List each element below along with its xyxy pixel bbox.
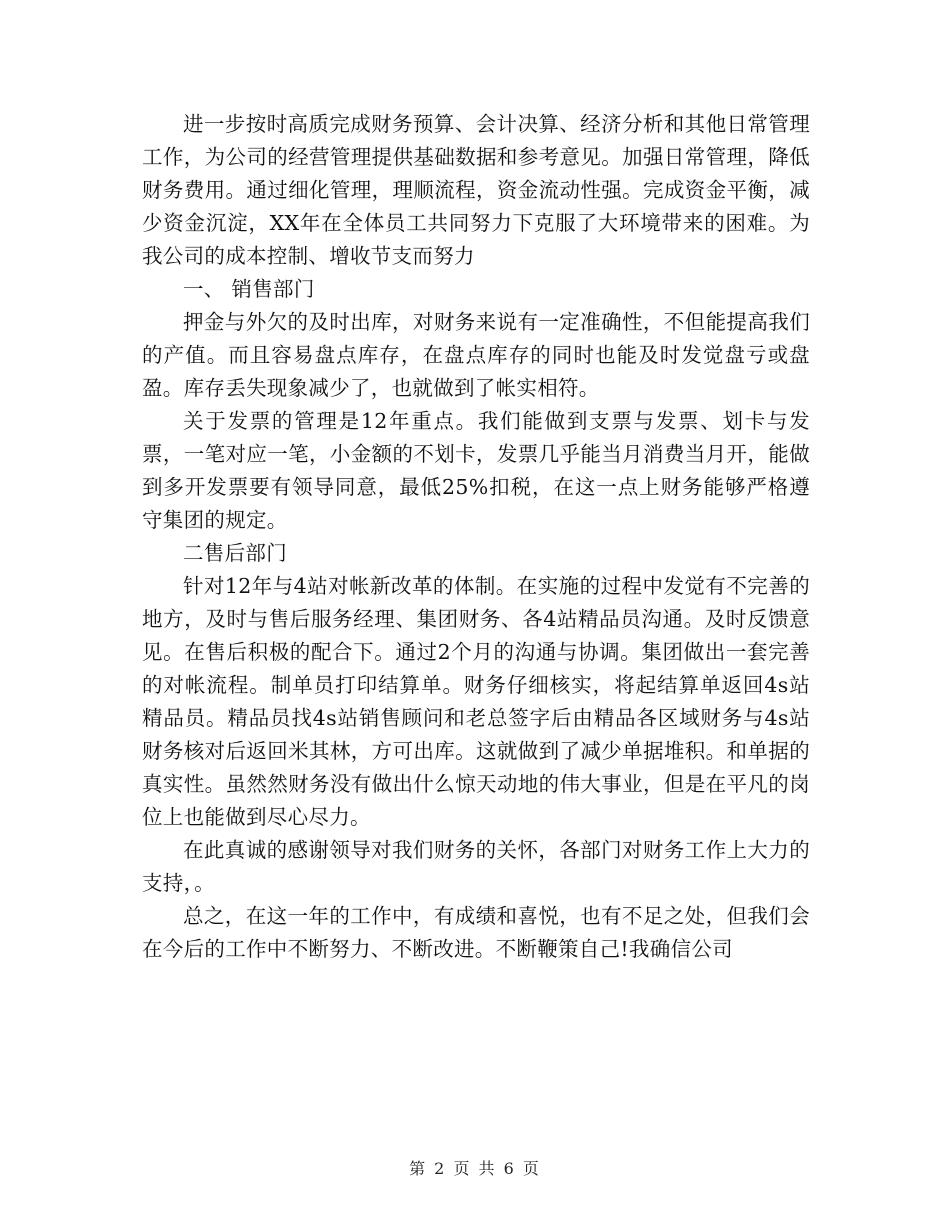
page-footer: 第 2 页 共 6 页: [409, 1159, 541, 1178]
section-heading-aftersales: 二售后部门: [183, 541, 287, 565]
paragraph-intro: 进一步按时高质完成财务预算、会计决算、经济分析和其他日常管理工作，为公司的经营管理提供基础数据和参考意见。加强日常管理，降低财务费用。通过细化管理，理顺流程，资金流动性强。完成资金平衡，减少资金沉淀，XX年在全体员工共同努力下克服了大环境带来的困难。为我公司的成本控制、增收节支而努力: [142, 112, 810, 268]
paragraph-deposit: 押金与外欠的及时出库，对财务来说有一定准确性，不但能提高我们的产值。而且容易盘点库存，在盘点库存的同时也能及时发觉盘亏或盘盈。库存丢失现象减少了，也就做到了帐实相符。: [142, 310, 810, 400]
paragraph-invoice: 关于发票的管理是12年重点。我们能做到支票与发票、划卡与发票，一笔对应一笔，小金额的不划卡，发票几乎能当月消费当月开，能做到多开发票要有领导同意，最低25%扣税，在这一点上财务能够严格遵守集团的规定。: [142, 409, 810, 532]
paragraph-reconciliation: 针对12年与4站对帐新改革的体制。在实施的过程中发觉有不完善的地方，及时与售后服务经理、集团财务、各4站精品员沟通。及时反馈意见。在售后积极的配合下。通过2个月的沟通与协调。集团做出一套完善的对帐流程。制单员打印结算单。财务仔细核实，将起结算单返回4s站精品员。精品员找4s站销售顾问和老总签字后由精品各区域财务与4s站财务核对后返回米其林，方可出库。这就做到了减少单据堆积。和单据的真实性。虽然然财务没有做出什么惊天动地的伟大事业，但是在平凡的岗位上也能做到尽心尽力。: [142, 574, 810, 829]
paragraph-thanks: 在此真诚的感谢领导对我们财务的关怀，各部门对财务工作上大力的支持，。: [142, 838, 810, 895]
section-heading-sales: 一、 销售部门: [183, 277, 315, 301]
document-body: [142, 108, 810, 966]
paragraph-conclusion: 总之，在这一年的工作中，有成绩和喜悦，也有不足之处，但我们会在今后的工作中不断努力、不断改进。不断鞭策自己!我确信公司: [142, 904, 810, 961]
